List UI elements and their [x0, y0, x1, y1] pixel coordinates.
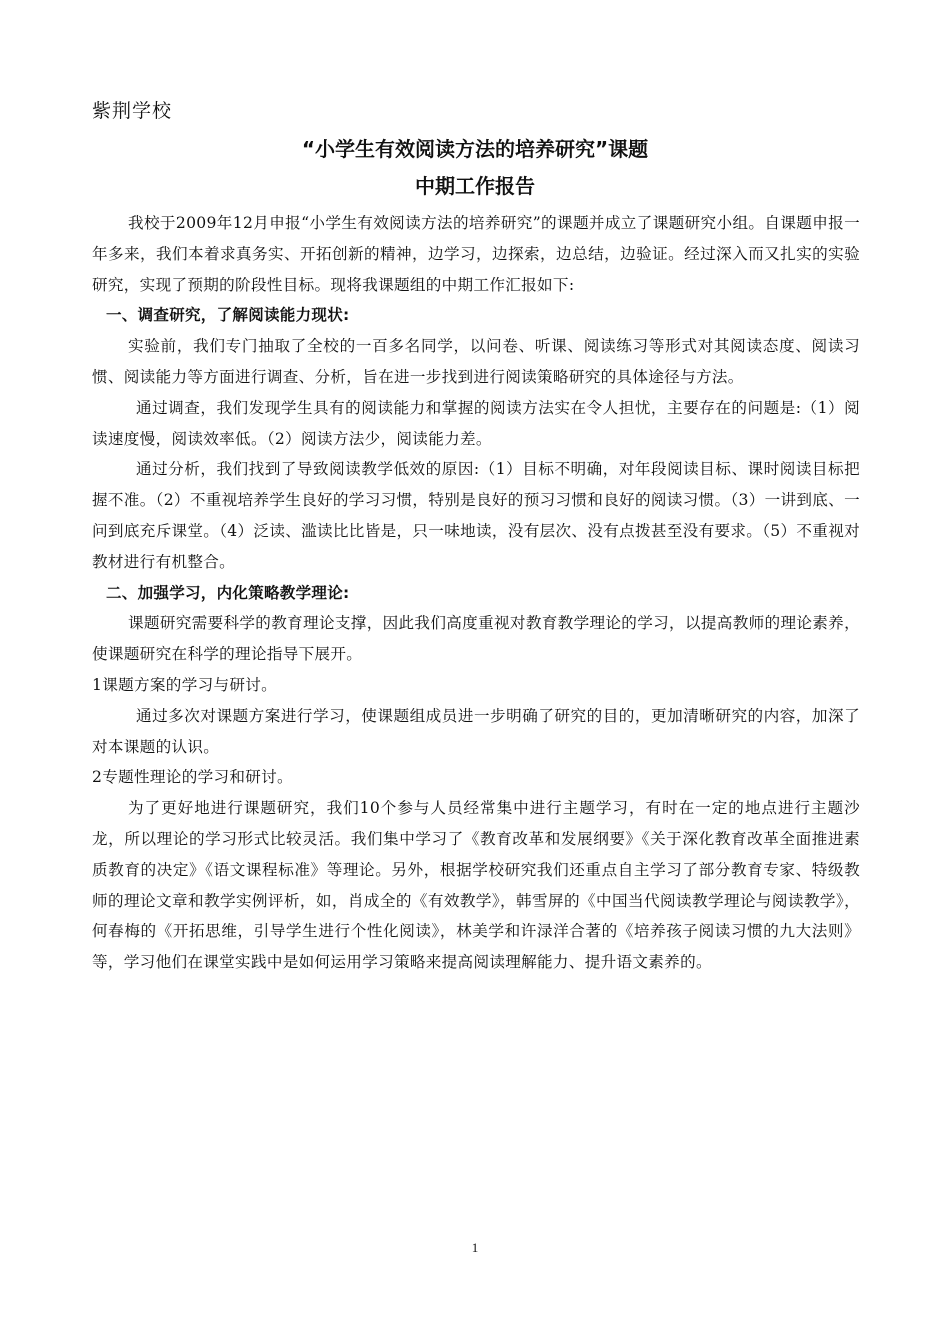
section1-paragraph-3: 通过分析，我们找到了导致阅读教学低效的原因:（1）目标不明确，对年段阅读目标、课时阅读目标把握不准。（2）不重视培养学生良好的学习习惯，特别是良好的预习习惯和良好的阅读习惯。（3）一讲到底、一问到底充斥课堂。（4）泛读、滥读比比皆是，只一味地读，没有层次、没有点拨甚至没有要求。（5）不重视对教材进行有机整合。 [92, 460, 860, 571]
intro-paragraph: 我校于2009年12月申报“小学生有效阅读方法的培养研究”的课题并成立了课题研究小组。自课题申报一年多来，我们本着求真务实、开拓创新的精神，边学习，边探索，边总结，边验证。经过深入而又扎实的实验研究，实现了预期的阶段性目标。现将我课题组的中期工作汇报如下: [92, 214, 860, 294]
section2-subparagraph-2: 为了更好地进行课题研究，我们10个参与人员经常集中进行主题学习，有时在一定的地点进行主题沙龙，所以理论的学习形式比较灵活。我们集中学习了《教育改革和发展纲要》《关于深化教育改革全面推进素质教育的决定》《语文课程标准》等理论。另外，根据学校研究我们还重点自主学习了部分教育专家、特级教师的理论文章和教学实例评析，如，肖成全的《有效教学》，韩雪屏的《中国当代阅读教学理论与阅读教学》，何春梅的《开拓思维，引导学生进行个性化阅读》，林美学和许渌洋合著的《培养孩子阅读习惯的九大法则》等，学习他们在课堂实践中是如何运用学习策略来提高阅读理解能力、提升语文素养的。 [92, 799, 860, 972]
report-title: “小学生有效阅读方法的培养研究”课题 [301, 137, 649, 161]
section1-paragraph-1: 实验前，我们专门抽取了全校的一百多名同学，以问卷、听课、阅读练习等形式对其阅读态度、阅读习惯、阅读能力等方面进行调查、分析，旨在进一步找到进行阅读策略研究的具体途径与方法。 [92, 337, 860, 386]
section2-heading: 二、加强学习，内化策略教学理论: [106, 583, 350, 602]
section1-heading: 一、调查研究，了解阅读能力现状: [106, 306, 350, 325]
section2-paragraph-1: 课题研究需要科学的教育理论支撑，因此我们高度重视对教育教学理论的学习，以提高教师的理论素养，使课题研究在科学的理论指导下展开。 [92, 614, 860, 664]
section1-paragraph-2: 通过调查，我们发现学生具有的阅读能力和掌握的阅读方法实在令人担忧，主要存在的问题是:（1）阅读速度慢，阅读效率低。（2）阅读方法少，阅读能力差。 [92, 398, 860, 448]
section2-subheading-2: 2专题性理论的学习和研讨。 [92, 768, 293, 787]
page-number: 1 [471, 1240, 479, 1255]
report-body [92, 208, 860, 978]
section2-subparagraph-1: 通过多次对课题方案进行学习，使课题组成员进一步明确了研究的目的，更加清晰研究的内容，加深了对本课题的认识。 [92, 706, 860, 756]
report-subtitle: 中期工作报告 [415, 174, 535, 198]
section2-subheading-1: 1课题方案的学习与研讨。 [92, 675, 278, 694]
school-name: 紫荆学校 [92, 100, 173, 122]
